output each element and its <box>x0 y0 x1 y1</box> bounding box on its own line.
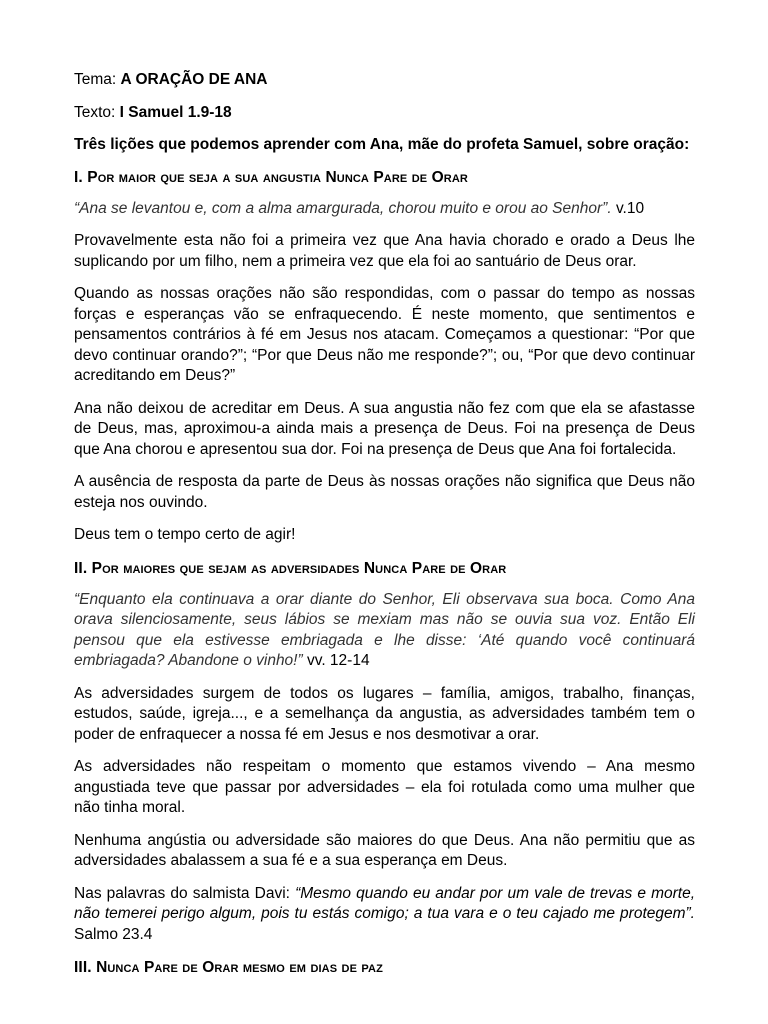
section-2-paragraph-4-lead: Nas palavras do salmista Davi: <box>74 884 290 902</box>
section-3-title: Nunca Pare de Orar mesmo em dias de paz <box>96 959 383 976</box>
tema-line <box>74 70 695 91</box>
texto-value: I Samuel 1.9-18 <box>119 103 232 121</box>
section-2-quote <box>74 590 695 672</box>
section-1-quote-text: “Ana se levantou e, com a alma amargurada, chorou muito e orou ao Senhor”. <box>74 199 612 217</box>
section-2-psalm-quote: “Mesmo quando eu andar por um vale de trevas e morte, não temerei perigo algum, pois tu estás comigo; a tua vara e o teu cajado me protegem”. <box>74 884 696 922</box>
section-2-paragraph-2: As adversidades não respeitam o momento que estamos vivendo – Ana mesmo angustiada teve que passar por adversidades – ela foi rotulada como uma mulher que não tinha moral. <box>74 758 695 816</box>
section-2-paragraph-4 <box>74 884 695 946</box>
section-1-paragraph-4: A ausência de resposta da parte de Deus às nossas orações não significa que Deus não esteja nos ouvindo. <box>74 473 695 511</box>
section-1-paragraph-3: Ana não deixou de acreditar em Deus. A sua angustia não fez com que ela se afastasse de Deus, mas, aproximou-a ainda mais a presença de Deus. Foi na presença de Deus que Ana chorou e apresentou sua dor. Foi na presença de Deus que Ana foi fortalecida. <box>74 399 695 458</box>
section-1-paragraph-1: Provavelmente esta não foi a primeira vez que Ana havia chorado e orado a Deus lhe suplicando por um filho, nem a primeira vez que ela foi ao santuário de Deus orar. <box>74 232 695 270</box>
section-3-number: III. <box>74 959 92 976</box>
section-1-heading <box>74 167 695 189</box>
intro-heading: Três lições que podemos aprender com Ana, mãe do profeta Samuel, sobre oração: <box>74 136 690 153</box>
section-2-quote-text: “Enquanto ela continuava a orar diante do Senhor, Eli observava sua boca. Como Ana orava silenciosamente, seus lábios se mexiam mas não se ouvia sua voz. Então Eli pensou que ela estivesse embriagada e lhe disse: ‘Até quando você continuará embriagada? Abandone o vinho!” <box>74 590 695 669</box>
tema-value: A ORAÇÃO DE ANA <box>120 71 268 88</box>
texto-line <box>74 103 695 124</box>
section-1-paragraph-5: Deus tem o tempo certo de agir! <box>74 526 296 543</box>
section-1-number: I. <box>74 168 83 186</box>
section-2-paragraph-3: Nenhuma angústia ou adversidade são maiores do que Deus. Ana não permitiu que as adversidades abalassem a sua fé e a sua esperança em Deus. <box>74 831 695 869</box>
section-2-paragraph-1: As adversidades surgem de todos os lugares – família, amigos, trabalho, finanças, estudos, saúde, igreja..., e a semelhança da angustia, as adversidades também tem o poder de enfraquecer a nossa fé em Jesus e nos desmotivar a orar. <box>74 684 695 743</box>
tema-label: Tema: <box>74 71 117 88</box>
section-3-heading <box>74 957 695 979</box>
texto-label: Texto: <box>74 103 116 121</box>
section-2-quote-ref: vv. 12-14 <box>306 652 370 669</box>
section-1-title: Por maior que seja a sua angustia Nunca Pare de Orar <box>87 168 468 186</box>
section-2-title: Por maiores que sejam as adversidades Nunca Pare de Orar <box>91 559 507 577</box>
section-1-paragraph-2: Quando as nossas orações não são respondidas, com o passar do tempo as nossas forças e esperanças vão se enfraquecendo. É neste momento, que sentimentos e pensamentos contrários à fé em Jesus nos atacam. Começamos a questionar: “Por que devo continuar orando?”; “Por que Deus não me responde?”; ou, “Por que devo continuar acreditando em Deus?” <box>74 285 695 384</box>
section-2-heading <box>74 558 695 580</box>
section-1-quote-ref: v.10 <box>615 199 645 217</box>
section-1-quote <box>74 199 695 220</box>
section-2-psalm-ref: Salmo 23.4 <box>74 925 153 943</box>
section-2-number: II. <box>74 559 88 577</box>
